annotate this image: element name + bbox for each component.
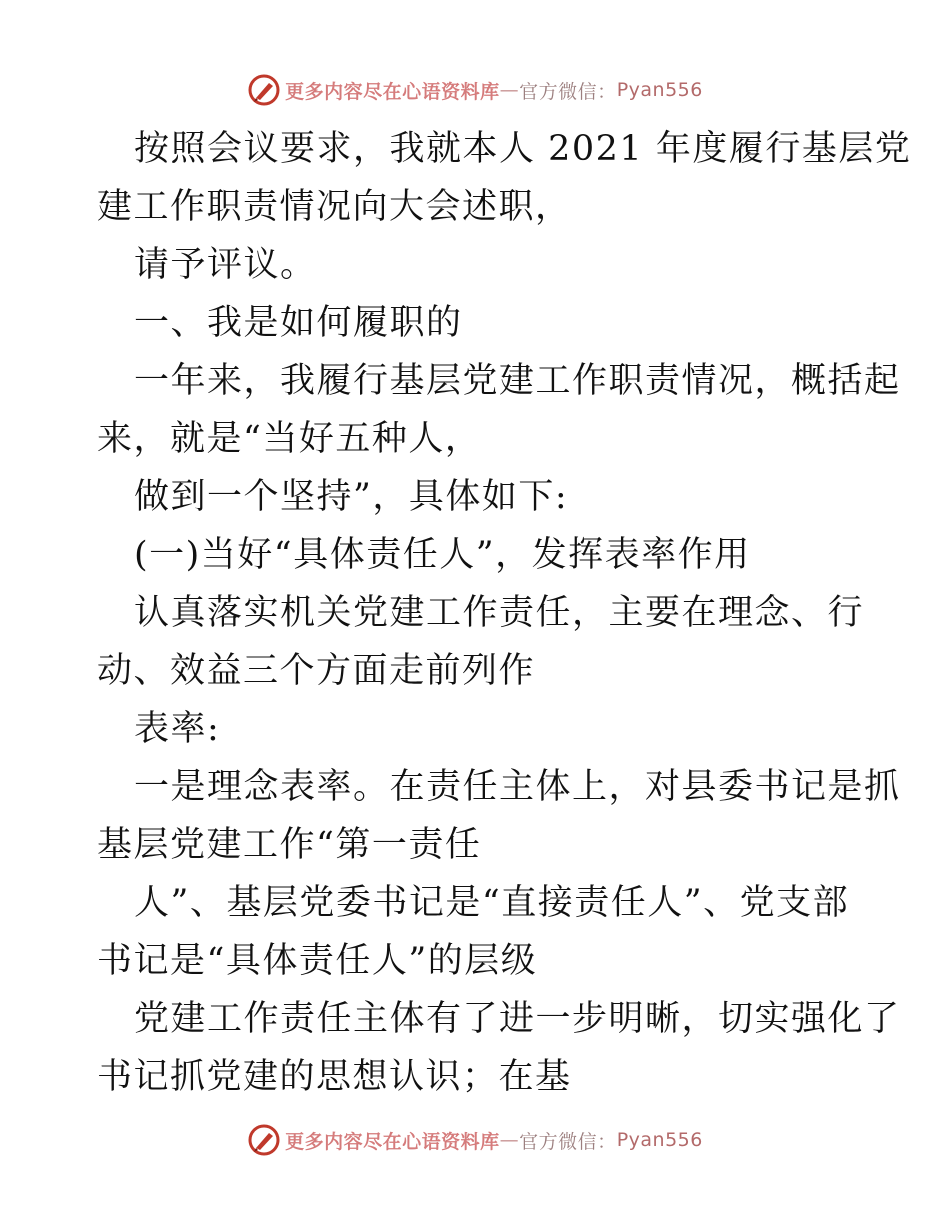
subsection-heading: (一)当好“具体责任人”，发挥表率作用 (134, 535, 751, 575)
text-line: 书记抓党建的思想认识；在基 (97, 1057, 572, 1097)
watermark-dash: — (499, 79, 520, 101)
text-line: 做到一个坚持”，具体如下: (134, 477, 569, 517)
watermark-official-label: 官方微信： (519, 1130, 617, 1153)
pen-logo-icon (247, 73, 281, 107)
text-line: 一是理念表率。在责任主体上，对县委书记是抓 (134, 767, 901, 807)
document-body (97, 120, 912, 1106)
watermark-main-text: 更多内容尽在心语资料库 (285, 80, 500, 103)
text-line: 基层党建工作“第一责任 (97, 825, 482, 865)
text-line: 一年来，我履行基层党建工作职责情况，概括起 (134, 361, 901, 401)
text-line: 书记是“具体责任人”的层级 (97, 941, 538, 981)
text-line: 党建工作责任主体有了进一步明晰，切实强化了 (134, 999, 901, 1039)
watermark-wechat-id: Pyan556 (616, 79, 703, 101)
text-line: 动、效益三个方面走前列作 (97, 651, 536, 691)
text-line: 建工作职责情况向大会述职， (97, 187, 572, 227)
watermark-dash: — (499, 1129, 520, 1151)
watermark-header (0, 70, 950, 110)
text-line: 请予评议。 (134, 245, 317, 285)
text-line: 按照会议要求，我就本人 2021 年度履行基层党 (134, 129, 912, 169)
pen-logo-icon (247, 1123, 281, 1157)
text-line: 认真落实机关党建工作责任，主要在理念、行 (134, 593, 865, 633)
text-line: 表率: (134, 709, 221, 749)
section-heading: 一、我是如何履职的 (134, 303, 463, 343)
watermark-main-text: 更多内容尽在心语资料库 (285, 1130, 500, 1153)
text-line: 来，就是“当好五种人， (97, 419, 482, 459)
watermark-wechat-id: Pyan556 (616, 1129, 703, 1151)
watermark-official-label: 官方微信： (519, 80, 617, 103)
text-line: 人”、基层党委书记是“直接责任人”、党支部 (134, 883, 850, 923)
watermark-footer (0, 1120, 950, 1160)
